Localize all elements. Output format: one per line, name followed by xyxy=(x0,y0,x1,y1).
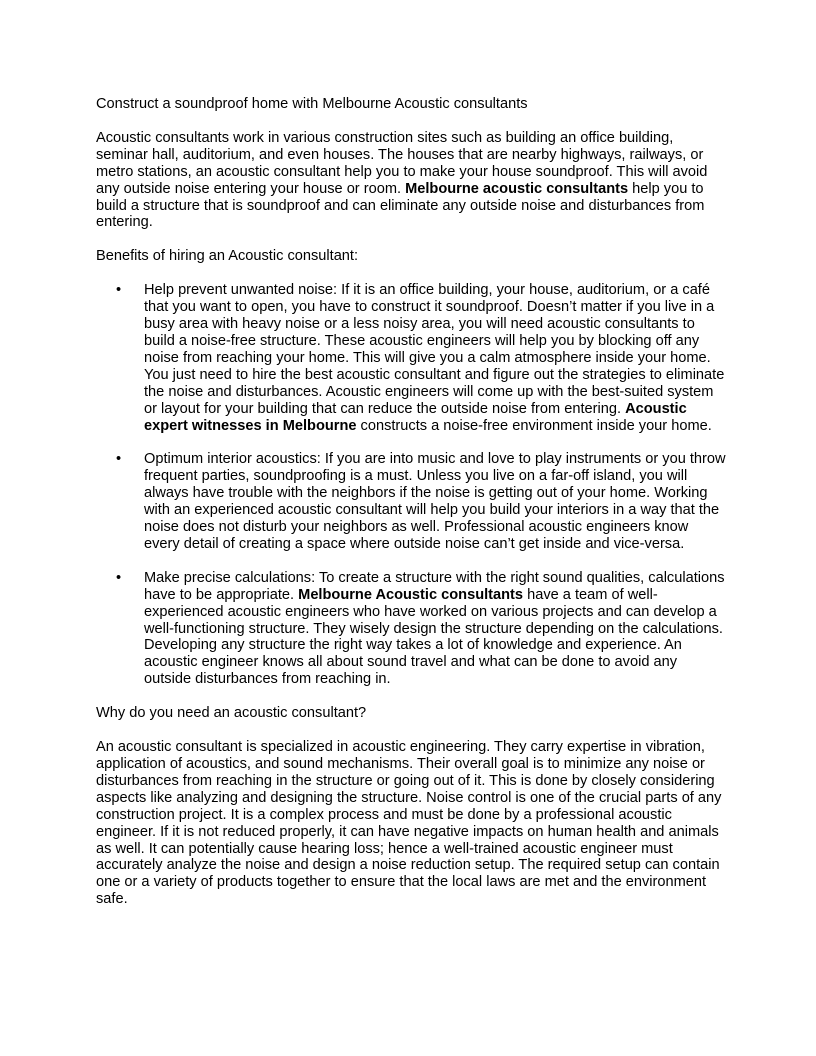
intro-paragraph xyxy=(96,130,726,231)
bullet-icon: • xyxy=(116,282,122,299)
intro-text-end: help you to build a structure that is soundproof and can eliminate any outside noise and disturbances from entering. xyxy=(96,180,705,231)
bullet-icon: • xyxy=(116,569,122,586)
benefits-list xyxy=(96,282,726,688)
benefits-heading: Benefits of hiring an Acoustic consultant: xyxy=(96,248,359,265)
why-heading: Why do you need an acoustic consultant? xyxy=(96,705,367,722)
document-title: Construct a soundproof home with Melbourne Acoustic consultants xyxy=(96,96,528,112)
why-paragraph: An acoustic consultant is specialized in acoustic engineering. They carry expertise in vibration, application of acoustics, and sound mechanisms. Their overall goal is to minimize any noise or disturbances from reaching in the structure or going out of it. This is done by closely considering aspects like analyzing and designing the structure. Noise control is one of the crucial parts of any construction project. It is a complex process and must be done by a professional acoustic engineer. If it is not reduced properly, it can have negative impacts on human health and animals as well. It can potentially cause hearing loss; hence a well-trained acoustic engineer must accurately analyze the noise and design a noise reduction setup. The required setup can contain one or a variety of products together to ensure that the local laws are met and the environment safe. xyxy=(96,739,722,908)
benefit-item-calculations xyxy=(96,570,726,688)
document-page xyxy=(96,96,726,908)
bullet-icon: • xyxy=(116,451,122,468)
benefit-text-end: have a team of well-experienced acoustic engineers who have worked on various projects and can develop a well-functioning structure. They wisely design the structure depending on the calculations. Developing any structure the right way takes a lot of knowledge and experience. An acoustic engineer knows all about sound travel and what can be done to avoid any outside disturbances from reaching in. xyxy=(144,586,723,688)
benefit-text-end: constructs a noise-free environment inside your home. xyxy=(356,417,712,434)
benefit-bold-phrase: Melbourne Acoustic consultants xyxy=(298,586,524,603)
benefit-text-start: Help prevent unwanted noise: If it is an office building, your house, auditorium, or a café that you want to open, you have to construct it soundproof. Doesn’t matter if you live in a busy area with heavy noise or a less noisy area, you will need acoustic consultants to build a noise-free structure. These acoustic engineers will help you by blocking off any noise from reaching your home. This will give you a calm atmosphere inside your home. You just need to hire the best acoustic consultant and figure out the strategies to eliminate the noise and disturbances. Acoustic engineers will come up with the best-suited system or layout for your building that can reduce the outside noise from entering. xyxy=(144,282,725,417)
benefit-bold-phrase: Acoustic expert witnesses in Melbourne xyxy=(144,400,687,434)
intro-text-start: Acoustic consultants work in various construction sites such as building an office building, seminar hall, auditorium, and even houses. The houses that are nearby highways, railways, or metro stations, an acoustic consultant help you to make your house soundproof. This will avoid any outside noise entering your house or room. xyxy=(96,129,708,197)
benefit-item-noise xyxy=(96,282,726,434)
benefit-text-start: Make precise calculations: To create a structure with the right sound qualities, calculations have to be appropriate. xyxy=(144,569,725,603)
intro-bold-phrase: Melbourne acoustic consultants xyxy=(405,180,629,197)
benefit-text: Optimum interior acoustics: If you are into music and love to play instruments or you throw frequent parties, soundproofing is a must. Unless you live on a far-off island, you will always have trouble with the neighbors if the noise is getting out of your home. Working with an experienced acoustic consultant will help you build your interiors in a way that the noise does not disturb your neighbors as well. Professional acoustic engineers know every detail of creating a space where outside noise can’t get inside and vice-versa. xyxy=(144,451,726,552)
benefit-item-interior xyxy=(96,451,726,552)
